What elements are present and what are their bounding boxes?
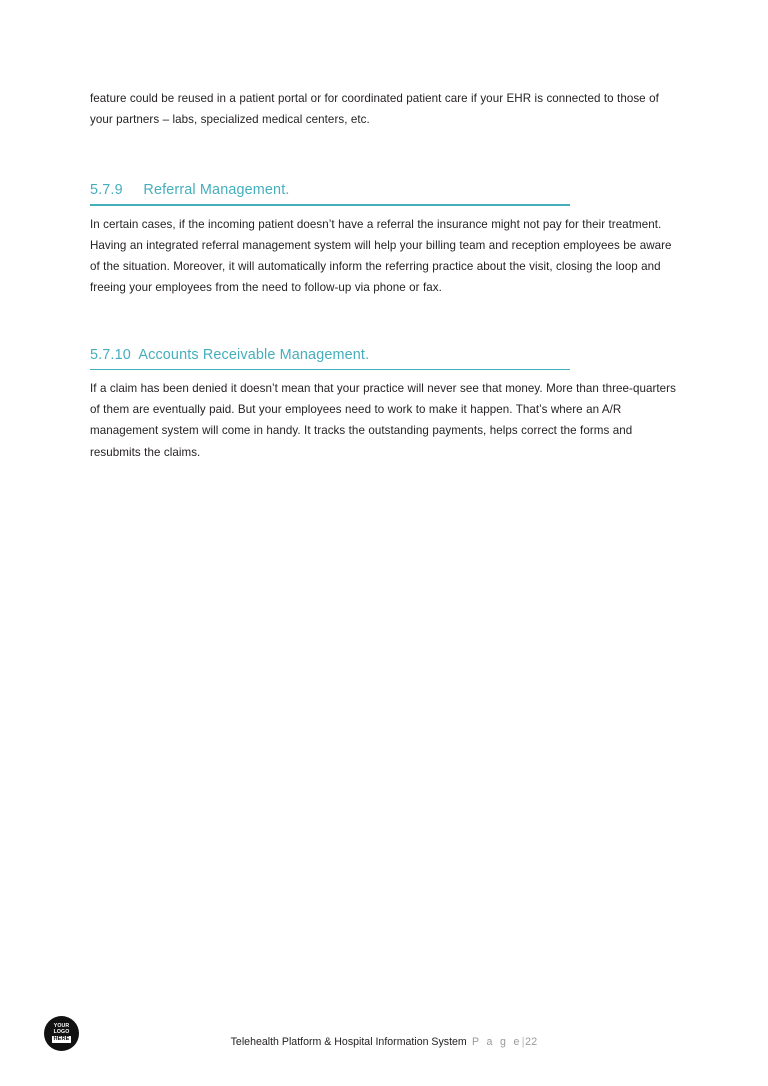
section-2-heading: 5.7.10 Accounts Receivable Management. [90,346,370,363]
section-2-heading-block [90,345,679,370]
logo-line-2: LOGO [53,1029,70,1036]
footer-separator: | [521,1036,526,1048]
footer-document-title: Telehealth Platform & Hospital Information System [230,1036,467,1048]
spacer-before-section-1 [90,130,679,180]
logo-line-3: HERE [53,1035,70,1042]
page-content [90,88,679,463]
continuation-paragraph: feature could be reused in a patient portal or for coordinated patient care if your EHR is connected to those of your partners – labs, specialized medical centers, etc. [90,92,659,127]
section-referral-management [90,180,679,298]
section-accounts-receivable-management [90,345,679,463]
footer-page-word: P a g e [472,1036,522,1048]
spacer-before-section-2 [90,299,679,345]
footer-page-number: 22 [525,1036,538,1048]
section-1-heading: 5.7.9 Referral Management. [90,182,290,199]
page-footer [0,996,768,1086]
logo-line-1: YOUR [53,1023,70,1030]
section-1-heading-block [90,180,679,205]
section-1-heading-rule [90,204,570,205]
footer-text [0,1036,768,1048]
section-1-body: In certain cases, if the incoming patient doesn’t have a referral the insurance might not pay for their treatment. Having an integrated referral management system will help your billing team and reception employees be aware of the situation. Moreover, it will automatically inform the referring practice about the visit, closing the loop and freeing your employees from the need to follow-up via phone or fax. [90,217,672,295]
section-2-body: If a claim has been denied it doesn’t mean that your practice will never see that money. More than three-quarters of them are eventually paid. But your employees need to work to make it happen. That’s where an A/R management system will come in handy. It tracks the outstanding payments, helps correct the forms and resubmits the claims. [90,382,676,459]
section-2-heading-rule [90,369,570,370]
